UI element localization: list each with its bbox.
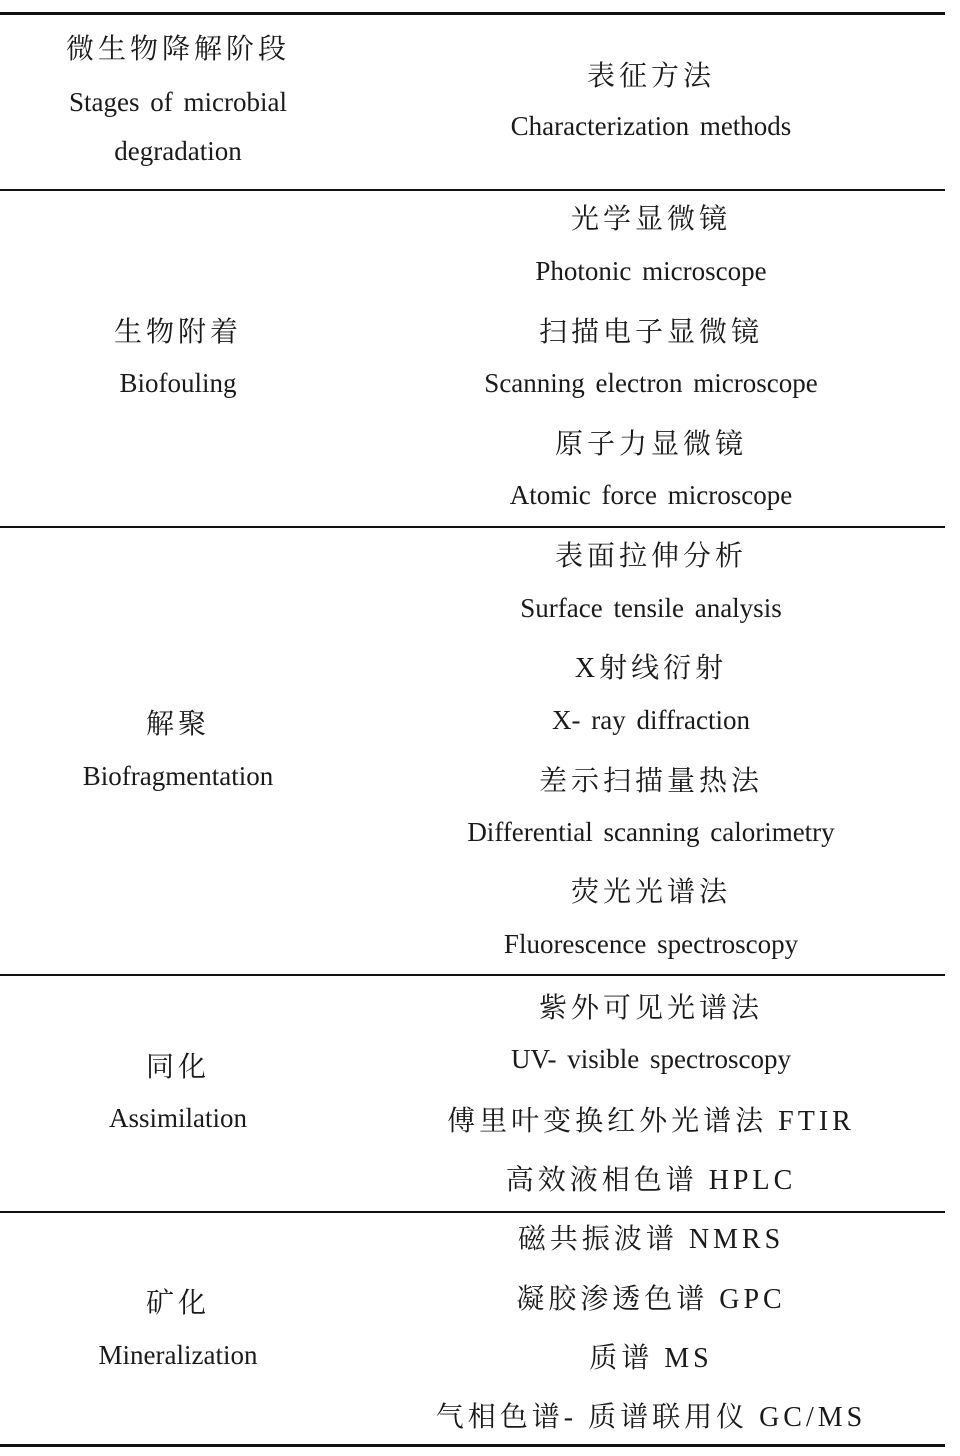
method-zh: 差示扫描量热法 (538, 766, 763, 797)
method-zh: 表面拉伸分析 (554, 541, 747, 572)
method-text: 傅里叶变换红外光谱法 FTIR (447, 1106, 855, 1137)
method-zh: 原子力显微镜 (554, 429, 747, 460)
stage-en: Assimilation (108, 1103, 247, 1133)
method-en: Photonic microscope (535, 256, 767, 286)
method-en: Scanning electron microscope (484, 368, 818, 398)
method-en: Differential scanning calorimetry (467, 817, 835, 847)
stage-zh: 矿化 (145, 1288, 210, 1319)
method-zh: 光学显微镜 (570, 204, 731, 235)
stage-zh: 生物附着 (113, 317, 242, 348)
method-zh: 荧光光谱法 (570, 877, 731, 908)
header-stage-en-line1: Stages of microbial (69, 87, 287, 117)
table-row-divider (0, 526, 945, 528)
stage-en: Biofragmentation (82, 761, 274, 791)
table-bottom-rule (0, 1444, 945, 1447)
table-header-rule (0, 189, 945, 191)
header-stage-zh: 微生物降解阶段 (65, 34, 290, 65)
method-text: 气相色谱- 质谱联用仪 GC/MS (435, 1402, 867, 1433)
method-zh: 紫外可见光谱法 (538, 993, 763, 1024)
header-method-en: Characterization methods (510, 111, 792, 141)
method-text: 凝胶渗透色谱 GPC (516, 1284, 786, 1315)
stage-zh: 同化 (145, 1052, 210, 1083)
method-text: 磁共振波谱 NMRS (517, 1224, 785, 1255)
stage-en: Mineralization (98, 1340, 258, 1370)
stage-zh: 解聚 (145, 709, 210, 740)
method-zh: X射线衍射 (574, 653, 728, 684)
method-en: Atomic force microscope (509, 480, 793, 510)
method-en: Fluorescence spectroscopy (503, 929, 799, 959)
table-row-divider (0, 1211, 945, 1213)
table-row-divider (0, 974, 945, 976)
method-text: 高效液相色谱 HPLC (505, 1165, 797, 1196)
method-en: Surface tensile analysis (520, 593, 782, 623)
header-stage-en-line2: degradation (114, 136, 242, 166)
table-top-rule (0, 12, 945, 15)
header-method-zh: 表征方法 (586, 61, 715, 92)
method-en: X- ray diffraction (552, 705, 750, 735)
method-en: UV- visible spectroscopy (511, 1044, 791, 1074)
method-zh: 扫描电子显微镜 (538, 317, 763, 348)
method-text: 质谱 MS (589, 1343, 713, 1374)
stage-en: Biofouling (119, 368, 237, 398)
